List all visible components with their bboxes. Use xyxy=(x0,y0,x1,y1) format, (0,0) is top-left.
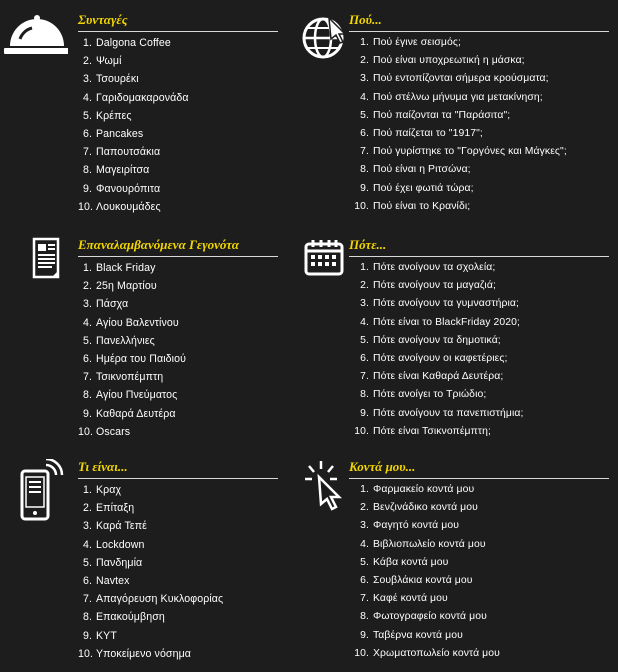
list-item[interactable] xyxy=(349,143,567,161)
list-item[interactable] xyxy=(78,180,189,198)
list-item[interactable] xyxy=(78,277,186,295)
item-label: Πού παίζεται το "1917"; xyxy=(373,127,483,139)
item-number: 5. xyxy=(360,109,369,121)
item-label: Πού είναι η Ριτσώνα; xyxy=(373,164,471,176)
item-label: Καφέ κοντά μου xyxy=(373,593,448,605)
item-number: 8. xyxy=(360,611,369,623)
item-number: 6. xyxy=(82,574,92,587)
divider xyxy=(349,256,609,257)
item-number: 9. xyxy=(82,182,92,195)
item-number: 2. xyxy=(360,280,369,292)
item-label: Βιβλιοπωλείο κοντά μου xyxy=(373,538,486,550)
item-label: Παπουτσάκια xyxy=(96,146,161,159)
item-number: 3. xyxy=(82,73,92,86)
when-list xyxy=(349,259,523,441)
item-label: Απαγόρευση Κυκλοφορίας xyxy=(96,593,224,606)
item-number: 7. xyxy=(82,593,92,606)
item-number: 10. xyxy=(354,647,369,659)
item-label: Πότε ανοίγει το Τριώδιο; xyxy=(373,389,487,401)
list-item[interactable] xyxy=(349,295,523,313)
list-item[interactable] xyxy=(349,107,567,125)
list-item[interactable] xyxy=(349,180,567,198)
list-item[interactable] xyxy=(78,295,186,313)
item-number: 7. xyxy=(360,593,369,605)
list-item[interactable] xyxy=(78,423,186,441)
item-label: Πού παίζονται τα "Παράσιτα"; xyxy=(373,109,511,121)
list-item[interactable] xyxy=(349,198,567,216)
item-number: 3. xyxy=(82,298,92,311)
item-label: Φαγητό κοντά μου xyxy=(373,520,459,532)
item-number: 8. xyxy=(82,389,92,402)
item-label: Ημέρα του Παιδιού xyxy=(96,352,186,365)
item-number: 1. xyxy=(82,484,92,496)
item-number: 3. xyxy=(360,520,369,532)
item-number: 8. xyxy=(82,164,92,177)
item-label: Ταβέρνα κοντά μου xyxy=(373,629,463,641)
item-label: Λουκουμάδες xyxy=(96,200,161,213)
recipes-list xyxy=(78,34,189,216)
list-item[interactable] xyxy=(78,332,186,350)
item-label: Πότε ανοίγουν τα πανεπιστήμια; xyxy=(373,407,524,419)
list-item[interactable] xyxy=(78,645,223,663)
item-label: Πότε ανοίγουν τα δημοτικά; xyxy=(373,334,501,346)
list-item[interactable] xyxy=(349,259,523,277)
list-item[interactable] xyxy=(78,405,186,423)
list-item[interactable] xyxy=(349,627,500,645)
item-number: 1. xyxy=(82,37,92,49)
item-label: Πού είναι υποχρεωτική η μάσκα; xyxy=(373,55,525,67)
item-number: 6. xyxy=(360,127,369,139)
list-item[interactable] xyxy=(349,89,567,107)
item-number: 1. xyxy=(82,262,92,274)
item-label: Πότε είναι το BlackFriday 2020; xyxy=(373,316,520,328)
item-label: Καρά Τεπέ xyxy=(96,520,147,533)
item-label: Πού έγινε σεισμός; xyxy=(373,37,461,48)
item-label: Φωτογραφείο κοντά μου xyxy=(373,611,487,623)
item-label: Φανουρόπιτα xyxy=(96,182,161,195)
list-item[interactable] xyxy=(78,590,223,608)
item-label: Τσικνοπέμπτη xyxy=(96,371,164,384)
list-item[interactable] xyxy=(78,34,189,52)
section-title: Επαναλαμβανόμενα Γεγονότα xyxy=(78,237,239,252)
item-number: 1. xyxy=(360,37,369,48)
item-number: 3. xyxy=(82,520,92,533)
document-icon xyxy=(2,237,68,293)
list-item[interactable] xyxy=(78,161,189,179)
list-item[interactable] xyxy=(349,423,523,441)
item-label: Πότε ανοίγουν οι καφετέριες; xyxy=(373,352,508,364)
list-item[interactable] xyxy=(349,608,500,626)
item-label: Βενζινάδικο κοντά μου xyxy=(373,502,478,514)
item-label: Πότε ανοίγουν τα γυμναστήρια; xyxy=(373,298,520,310)
list-item[interactable] xyxy=(78,517,223,535)
item-number: 1. xyxy=(360,484,369,495)
item-number: 7. xyxy=(360,371,369,383)
item-number: 3. xyxy=(360,73,369,85)
item-number: 3. xyxy=(360,298,369,310)
item-label: Μαγειρίτσα xyxy=(96,164,150,177)
list-item[interactable] xyxy=(349,350,523,368)
divider xyxy=(349,478,609,479)
list-item[interactable] xyxy=(349,368,523,386)
item-number: 10. xyxy=(78,200,94,213)
item-label: Ψωμί xyxy=(96,55,122,68)
item-label: Υποκείμενο νόσημα xyxy=(96,647,191,660)
item-label: Καθαρά Δευτέρα xyxy=(96,407,176,420)
list-item[interactable] xyxy=(349,405,523,423)
list-item[interactable] xyxy=(78,627,223,645)
item-number: 9. xyxy=(82,407,92,420)
item-number: 7. xyxy=(360,146,369,158)
item-label: Πότε ανοίγουν τα σχολεία; xyxy=(373,262,496,273)
recurring-events-list xyxy=(78,259,186,441)
list-item[interactable] xyxy=(78,125,189,143)
list-item[interactable] xyxy=(78,198,189,216)
item-number: 8. xyxy=(82,611,92,624)
item-label: Γαριδομακαρονάδα xyxy=(96,91,189,104)
item-label: Πότε ανοίγουν τα μαγαζιά; xyxy=(373,280,496,292)
list-item[interactable] xyxy=(78,386,186,404)
list-item[interactable] xyxy=(349,572,500,590)
item-label: Σουβλάκια κοντά μου xyxy=(373,574,473,586)
item-number: 4. xyxy=(82,316,92,329)
list-item[interactable] xyxy=(78,481,223,499)
item-number: 2. xyxy=(82,55,92,68)
list-item[interactable] xyxy=(349,590,500,608)
item-label: Επίταξη xyxy=(96,502,135,515)
section-title: Πού... xyxy=(349,12,382,27)
section-title: Πότε... xyxy=(349,237,387,252)
item-number: 6. xyxy=(360,574,369,586)
list-item[interactable] xyxy=(78,350,186,368)
what-is-list xyxy=(78,481,223,663)
list-item[interactable] xyxy=(78,536,223,554)
item-label: Πού είναι το Κρανίδι; xyxy=(373,200,471,212)
mobile-phone-signal-icon xyxy=(2,459,68,515)
list-item[interactable] xyxy=(78,572,223,590)
item-label: Πανδημία xyxy=(96,556,143,569)
divider xyxy=(78,31,278,32)
item-number: 1. xyxy=(360,262,369,273)
item-label: Φαρμακείο κοντά μου xyxy=(373,484,475,495)
item-label: Dalgona Coffee xyxy=(96,37,171,49)
item-number: 4. xyxy=(82,538,92,551)
item-number: 4. xyxy=(360,316,369,328)
item-number: 5. xyxy=(82,334,92,347)
list-item[interactable] xyxy=(349,277,523,295)
item-number: 8. xyxy=(360,389,369,401)
list-item[interactable] xyxy=(349,386,523,404)
list-item[interactable] xyxy=(349,314,523,332)
item-label: Πού έχει φωτιά τώρα; xyxy=(373,182,474,194)
item-number: 2. xyxy=(360,55,369,67)
item-number: 10. xyxy=(354,200,369,212)
item-label: Κάβα κοντά μου xyxy=(373,556,449,568)
item-label: Pancakes xyxy=(96,127,144,140)
item-label: Lockdown xyxy=(96,538,145,551)
item-number: 6. xyxy=(82,352,92,365)
list-item[interactable] xyxy=(349,645,500,663)
where-list xyxy=(349,34,567,216)
item-label: Black Friday xyxy=(96,262,156,274)
serving-cloche-icon xyxy=(2,12,68,68)
item-label: Πανελλήνιες xyxy=(96,334,155,347)
item-label: 25η Μαρτίου xyxy=(96,280,157,293)
list-item[interactable] xyxy=(78,314,186,332)
list-item[interactable] xyxy=(349,161,567,179)
item-label: Πότε είναι Τσικνοπέμπτη; xyxy=(373,425,491,437)
item-label: ΚΥΤ xyxy=(96,629,117,642)
item-label: Αγίου Πνεύματος xyxy=(96,389,178,402)
item-label: Χρωματοπωλείο κοντά μου xyxy=(373,647,500,659)
item-number: 10. xyxy=(354,425,369,437)
divider xyxy=(349,31,609,32)
item-label: Navtex xyxy=(96,574,130,587)
item-number: 5. xyxy=(82,109,92,122)
list-item[interactable] xyxy=(78,52,189,70)
list-item[interactable] xyxy=(78,70,189,88)
item-label: Κραχ xyxy=(96,484,122,496)
item-label: Αγίου Βαλεντίνου xyxy=(96,316,179,329)
item-number: 10. xyxy=(78,647,94,660)
item-number: 4. xyxy=(82,91,92,104)
item-label: Πότε είναι Καθαρά Δευτέρα; xyxy=(373,371,504,383)
item-number: 2. xyxy=(82,502,92,515)
item-label: Πάσχα xyxy=(96,298,129,311)
list-item[interactable] xyxy=(349,499,500,517)
item-number: 8. xyxy=(360,164,369,176)
item-label: Πού γυρίστηκε το "Γοργόνες και Μάγκες"; xyxy=(373,146,567,158)
item-number: 9. xyxy=(360,629,369,641)
item-number: 6. xyxy=(360,352,369,364)
list-item[interactable] xyxy=(349,481,500,499)
list-item[interactable] xyxy=(349,536,500,554)
list-item[interactable] xyxy=(349,70,567,88)
list-item[interactable] xyxy=(78,259,186,277)
item-number: 5. xyxy=(360,334,369,346)
item-number: 9. xyxy=(360,407,369,419)
section-title: Τι είναι... xyxy=(78,459,128,474)
list-item[interactable] xyxy=(78,143,189,161)
item-label: Επακούμβηση xyxy=(96,611,165,624)
item-label: Τσουρέκι xyxy=(96,73,139,86)
list-item[interactable] xyxy=(349,517,500,535)
divider xyxy=(78,256,278,257)
list-item[interactable] xyxy=(78,554,223,572)
list-item[interactable] xyxy=(349,554,500,572)
list-item[interactable] xyxy=(349,34,567,52)
divider xyxy=(78,478,278,479)
list-item[interactable] xyxy=(349,52,567,70)
item-label: Oscars xyxy=(96,425,131,438)
item-number: 9. xyxy=(360,182,369,194)
near-me-list xyxy=(349,481,500,663)
list-item[interactable] xyxy=(78,107,189,125)
item-label: Κρέπες xyxy=(96,109,132,122)
list-item[interactable] xyxy=(78,608,223,626)
item-number: 4. xyxy=(360,91,369,103)
item-number: 10. xyxy=(78,425,94,438)
list-item[interactable] xyxy=(78,89,189,107)
item-number: 9. xyxy=(82,629,92,642)
section-title: Συνταγές xyxy=(78,12,128,27)
item-label: Πού στέλνω μήνυμα για μετακίνηση; xyxy=(373,91,543,103)
item-number: 7. xyxy=(82,371,92,384)
item-number: 5. xyxy=(82,556,92,569)
list-item[interactable] xyxy=(78,499,223,517)
list-item[interactable] xyxy=(349,125,567,143)
list-item[interactable] xyxy=(78,368,186,386)
section-title: Κοντά μου... xyxy=(349,459,416,474)
item-number: 2. xyxy=(360,502,369,514)
item-number: 2. xyxy=(82,280,92,293)
item-number: 5. xyxy=(360,556,369,568)
item-number: 7. xyxy=(82,146,92,159)
item-label: Πού εντοπίζονται σήμερα κρούσματα; xyxy=(373,73,549,85)
item-number: 4. xyxy=(360,538,369,550)
item-number: 6. xyxy=(82,127,92,140)
list-item[interactable] xyxy=(349,332,523,350)
